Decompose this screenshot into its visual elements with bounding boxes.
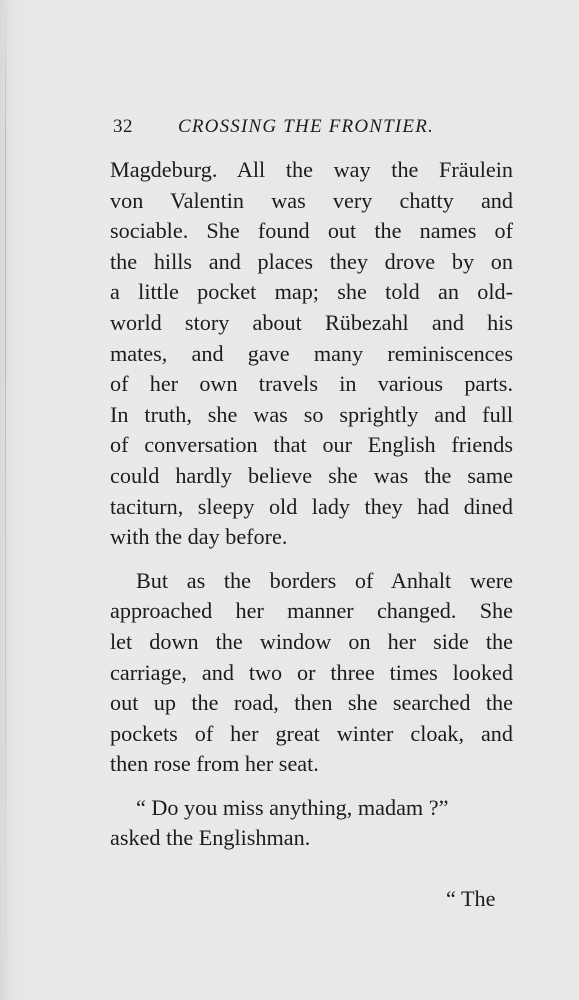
paragraph-3: [110, 793, 513, 854]
paragraph-spacer: [110, 553, 513, 566]
text-line: a little pocket map; she told an old-: [110, 279, 513, 305]
text-line: von Valentin was very chatty and: [110, 187, 513, 213]
text-line: In truth, she was so sprightly and full: [110, 401, 513, 427]
text-line: pockets of her great winter cloak, and: [110, 720, 513, 746]
text-line: world story about Rübezahl and his: [110, 309, 513, 335]
text-line: the hills and places they drove by on: [110, 248, 513, 274]
page-gutter-shadow: [5, 0, 6, 1000]
paragraph-spacer: [110, 780, 513, 793]
text-line: out up the road, then she searched the: [110, 690, 513, 716]
text-line: approached her manner changed. She: [110, 598, 513, 624]
text-line: Magdeburg. All the way the Fräulein: [110, 157, 513, 182]
page-number: 32: [113, 116, 133, 137]
catchword: “ The: [446, 886, 496, 911]
paragraph-1: [110, 155, 513, 553]
text-line: of her own travels in various parts.: [110, 371, 513, 397]
chapter-running-title: CROSSING THE FRONTIER.: [178, 116, 434, 137]
text-line: let down the window on her side the: [110, 628, 513, 654]
body-text: [110, 155, 513, 854]
text-line: sociable. She found out the names of: [110, 218, 513, 244]
paragraph-2: [110, 566, 513, 780]
text-line: carriage, and two or three times looked: [110, 659, 513, 685]
text-line: asked the Englishman.: [110, 825, 311, 851]
running-head: [113, 116, 513, 142]
text-line: taciturn, sleepy old lady they had dined: [110, 493, 513, 519]
text-line: “ Do you miss anything, madam ?”: [136, 794, 449, 820]
text-line: But as the borders of Anhalt were: [136, 567, 513, 593]
text-line: could hardly believe she was the same: [110, 462, 513, 488]
text-line: mates, and gave many reminiscences: [110, 340, 513, 366]
text-line: with the day before.: [110, 524, 288, 550]
text-line: then rose from her seat.: [110, 751, 319, 777]
text-line: of conversation that our English friends: [110, 432, 513, 458]
